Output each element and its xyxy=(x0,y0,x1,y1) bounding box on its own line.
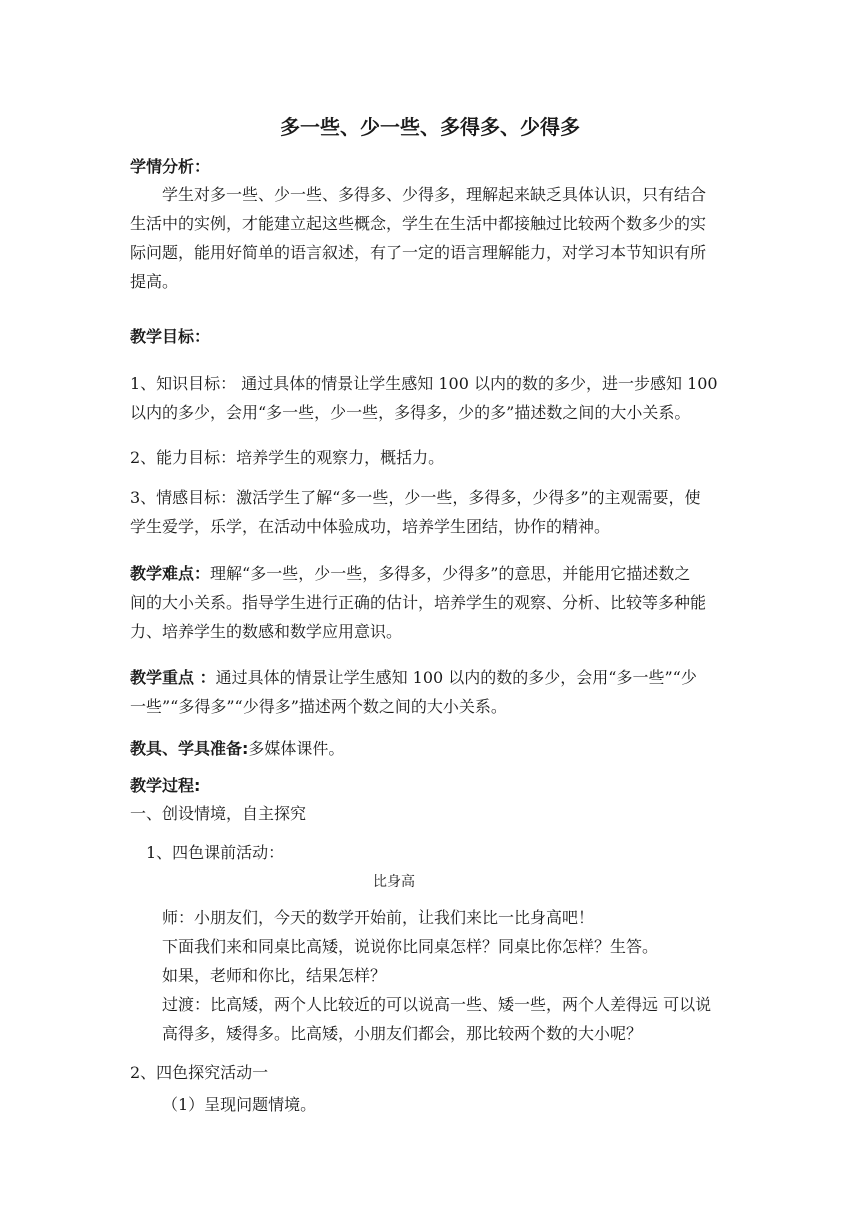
analysis-line: 提高。 xyxy=(130,272,179,291)
key-section xyxy=(130,663,697,721)
activity-1: 1、四色课前活动： xyxy=(146,843,285,862)
step-1: （1）呈现问题情境。 xyxy=(162,1095,317,1114)
activity-1-title: 比身高 xyxy=(373,874,415,890)
goal-1 xyxy=(130,369,718,427)
goal-2: 2、能力目标：培养学生的观察力，概括力。 xyxy=(130,448,445,467)
goal-3 xyxy=(130,483,701,541)
analysis-line: 际问题，能用好简单的语言叙述，有了一定的语言理解能力，对学习本节知识有所 xyxy=(130,243,707,262)
key-label: 教学重点 ： xyxy=(130,668,216,687)
difficulty-label: 教学难点： xyxy=(130,564,211,583)
prep-label: 教具、学具准备: xyxy=(130,739,249,758)
goal-3-line: 3、情感目标：激活学生了解“多一些，少一些，多得多，少得多”的主观需要，使 xyxy=(130,488,701,507)
document-title: 多一些、少一些、多得多、少得多 xyxy=(280,115,580,139)
dialog-block xyxy=(162,903,711,1048)
goal-1-line: 1、知识目标： 通过具体的情景让学生感知 100 以内的数的多少，进一步感知 100 xyxy=(130,374,718,393)
analysis-line: 学生对多一些、少一些、多得多、少得多，理解起来缺乏具体认识，只有结合 xyxy=(162,185,707,204)
analysis-paragraph xyxy=(130,180,706,296)
activity-2: 2、四色探究活动一 xyxy=(130,1063,269,1082)
prep-text: 多媒体课件。 xyxy=(248,739,345,758)
difficulty-line: 理解“多一些，少一些，多得多，少得多”的意思，并能用它描述数之 xyxy=(210,564,691,583)
dialog-line: 如果，老师和你比，结果怎样？ xyxy=(162,966,387,985)
goal-3-line: 学生爱学，乐学，在活动中体验成功，培养学生团结，协作的精神。 xyxy=(130,517,611,536)
dialog-line: 师：小朋友们，今天的数学开始前，让我们来比一比身高吧！ xyxy=(162,908,595,927)
dialog-line: 下面我们来和同桌比高矮，说说你比同桌怎样？同桌比你怎样？生答。 xyxy=(162,937,659,956)
key-line: 一些”“多得多”“少得多”描述两个数之间的大小关系。 xyxy=(130,697,507,716)
section-1: 一、创设情境，自主探究 xyxy=(130,804,307,823)
difficulty-section xyxy=(130,559,706,646)
process-heading: 教学过程: xyxy=(130,776,201,795)
key-line: 通过具体的情景让学生感知 100 以内的数的多少，会用“多一些”“少 xyxy=(215,668,697,687)
goal-1-line: 以内的多少，会用“多一些，少一些，多得多，少的多”描述数之间的大小关系。 xyxy=(130,403,691,422)
analysis-heading: 学情分析： xyxy=(130,157,211,176)
difficulty-line: 间的大小关系。指导学生进行正确的估计，培养学生的观察、分析、比较等多种能 xyxy=(130,593,707,612)
dialog-line: 过渡：比高矮，两个人比较近的可以说高一些、矮一些，两个人差得远 可以说 xyxy=(162,995,712,1014)
goals-heading: 教学目标： xyxy=(130,327,211,346)
difficulty-line: 力、培养学生的数感和数学应用意识。 xyxy=(130,622,403,641)
prep-section xyxy=(130,738,344,760)
analysis-line: 生活中的实例，才能建立起这些概念，学生在生活中都接触过比较两个数多少的实 xyxy=(130,214,707,233)
dialog-line: 高得多，矮得多。比高矮，小朋友们都会，那比较两个数的大小呢？ xyxy=(162,1024,643,1043)
